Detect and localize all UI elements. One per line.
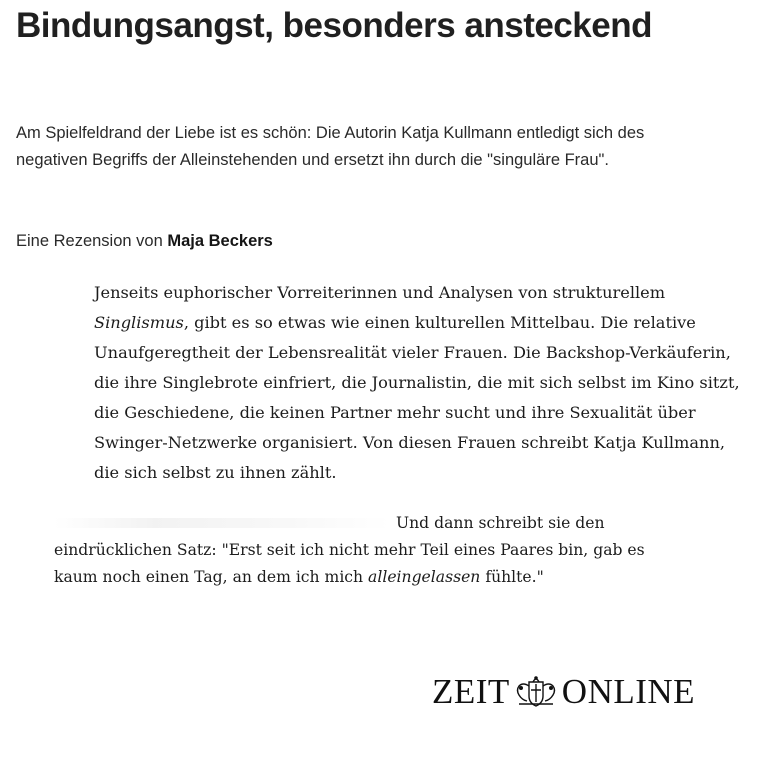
- byline: [16, 228, 273, 254]
- body-paragraph-1: [94, 278, 754, 488]
- article-teaser: Am Spielfeldrand der Liebe ist es schön: Die Autorin Katja Kullmann entledigt sich des negativen Begriffs der Alleinstehenden und ersetzt ihn durch die "singuläre Frau".: [16, 124, 645, 169]
- byline-author[interactable]: Maja Beckers: [167, 232, 273, 250]
- logo-word-online: ONLINE: [561, 672, 696, 711]
- byline-prefix: Eine Rezension von: [16, 232, 163, 250]
- paragraph-1-text-a: Jenseits euphorischer Vorreiterinnen und Analysen von strukturellem: [94, 283, 666, 302]
- coat-of-arms-icon: [512, 674, 560, 710]
- logo-word-zeit: ZEIT: [432, 672, 510, 711]
- paragraph-2-text-b: fühlte.": [480, 568, 544, 586]
- paragraph-2-text-a: Und dann schreibt sie den eindrücklichen Satz: "Erst seit ich nicht mehr Teil eines Paares bin, gab es kaum noch einen Tag, an dem ich mich: [54, 514, 645, 586]
- paragraph-2-emphasis: alleingelassen: [368, 568, 481, 586]
- article-headline: Bindungsangst, besonders ansteckend: [16, 6, 652, 45]
- body-paragraph-2: [54, 510, 664, 591]
- zeit-online-logo[interactable]: [432, 672, 695, 712]
- faded-text-smudge: [54, 518, 390, 528]
- paragraph-1-emphasis: Singlismus: [94, 313, 184, 332]
- paragraph-1-text-b: , gibt es so etwas wie einen kulturellen Mittelbau. Die relative Unaufgeregtheit der Lebensrealität vieler Frauen. Die Backshop-Verkäuferin, die ihre Singlebrote einfriert, die Journalistin, die mit sich selbst im Kino sitzt, die Geschiedene, die keinen Partner mehr sucht und ihre Sexualität über Swinger-Netzwerke organisiert. Von diesen Frauen schreibt Katja Kullmann, die sich selbst zu ihnen zählt.: [94, 313, 740, 482]
